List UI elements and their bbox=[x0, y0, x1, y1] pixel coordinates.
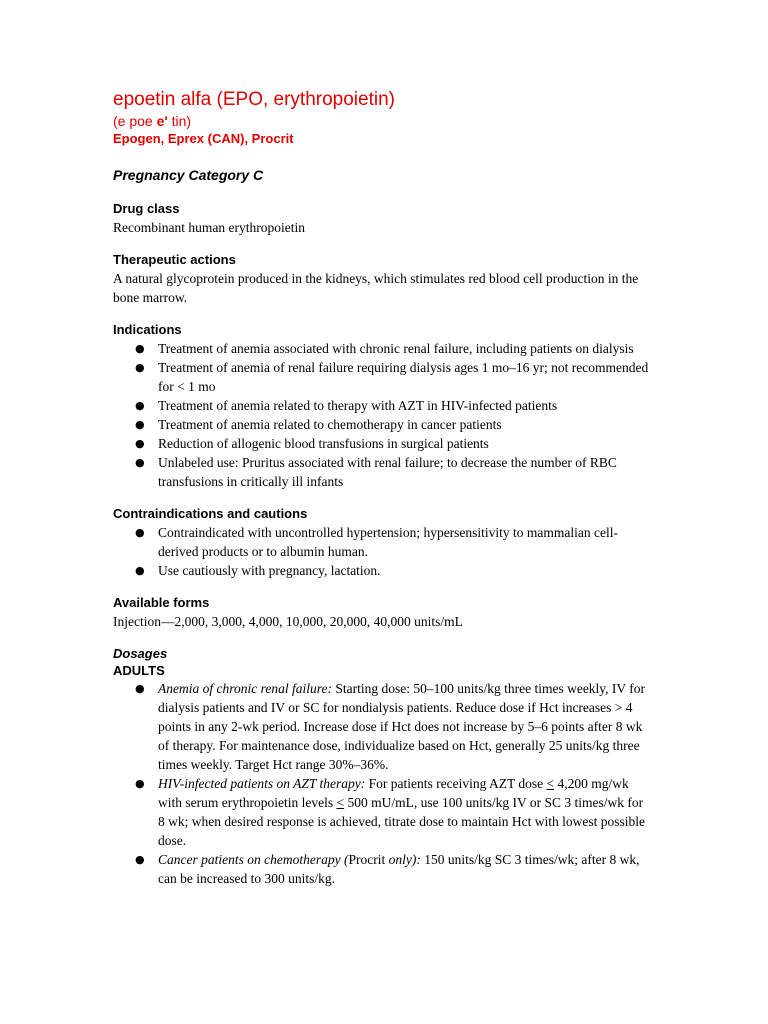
therapeutic-section bbox=[113, 251, 653, 307]
list-item bbox=[135, 339, 653, 358]
brand-names: Epogen, Eprex (CAN), Procrit bbox=[113, 131, 294, 146]
item-text: Treatment of anemia related to therapy with AZT in HIV-infected patients bbox=[158, 398, 558, 413]
list-item bbox=[135, 850, 653, 888]
drug-class-section bbox=[113, 200, 653, 237]
dose-text: 150 units/kg SC 3 times/wk; after 8 wk, can be increased to 300 units/kg. bbox=[158, 852, 640, 886]
lte-symbol: < bbox=[546, 776, 555, 791]
adults-heading: ADULTS bbox=[113, 663, 165, 678]
therapeutic-text: A natural glycoprotein produced in the kidneys, which stimulates red blood cell production in the bone marrow. bbox=[113, 271, 639, 305]
bullet-icon: ● bbox=[135, 853, 145, 866]
contraindications-heading: Contraindications and cautions bbox=[113, 506, 308, 521]
item-text: Treatment of anemia associated with chronic renal failure, including patients on dialysis bbox=[158, 341, 634, 356]
bullet-icon: ● bbox=[135, 342, 145, 355]
item-text: Treatment of anemia of renal failure requiring dialysis ages 1 mo–16 yr; not recommended for < 1 mo bbox=[158, 360, 649, 394]
bullet-icon: ● bbox=[135, 437, 145, 450]
dose-label-brand: Procrit bbox=[348, 852, 386, 867]
dose-label: HIV-infected patients on AZT therapy: bbox=[158, 776, 366, 791]
list-item bbox=[135, 561, 653, 580]
bullet-icon: ● bbox=[135, 526, 145, 539]
lte-symbol: < bbox=[336, 795, 345, 810]
bullet-icon: ● bbox=[135, 682, 145, 695]
dose-text: 500 mU/mL, use 100 units/kg IV or SC 3 times/wk for 8 wk; when desired response is achieved, titrate dose to maintain Hct with lowest possible dose. bbox=[158, 795, 646, 848]
pronunciation bbox=[113, 112, 653, 130]
item-text: Unlabeled use: Pruritus associated with renal failure; to decrease the number of RBC transfusions in critically ill infants bbox=[158, 455, 617, 489]
bullet-icon: ● bbox=[135, 456, 145, 469]
list-item bbox=[135, 396, 653, 415]
dose-label: Anemia of chronic renal failure: bbox=[158, 681, 332, 696]
drug-title: epoetin alfa (EPO, erythropoietin) bbox=[113, 89, 395, 110]
bullet-icon: ● bbox=[135, 361, 145, 374]
dose-label: only): bbox=[385, 852, 421, 867]
therapeutic-heading: Therapeutic actions bbox=[113, 252, 236, 267]
list-item bbox=[135, 679, 653, 774]
dosages-list bbox=[113, 679, 653, 888]
indications-section bbox=[113, 321, 653, 491]
list-item bbox=[135, 415, 653, 434]
item-text: Use cautiously with pregnancy, lactation. bbox=[158, 563, 381, 578]
pron-stress: e' bbox=[156, 113, 168, 129]
dose-text: Starting dose: 50–100 units/kg three times weekly, IV for dialysis patients and IV or SC for nondialysis patients. Reduce dose if Hct increases > 4 points in any 2-wk period. Increase dose if Hct does not increase by 5–6 points after 8 wk of therapy. For maintenance dose, individualize based on Hct, generally 25 units/kg three times weekly. Target Hct range 30%–36%. bbox=[158, 681, 646, 772]
pron-pre: (e poe bbox=[113, 113, 157, 129]
item-text: Reduction of allogenic blood transfusions in surgical patients bbox=[158, 436, 489, 451]
dose-text: 4,200 mg/wk with serum erythropoietin levels bbox=[158, 776, 629, 810]
indications-heading: Indications bbox=[113, 322, 182, 337]
pron-post: tin) bbox=[167, 113, 192, 129]
list-item bbox=[135, 523, 653, 561]
bullet-icon: ● bbox=[135, 399, 145, 412]
document-page bbox=[113, 88, 653, 888]
dose-text: For patients receiving AZT dose bbox=[365, 776, 547, 791]
drug-class-text: Recombinant human erythropoietin bbox=[113, 220, 305, 235]
dosages-section bbox=[113, 645, 653, 888]
bullet-icon: ● bbox=[135, 564, 145, 577]
list-item bbox=[135, 434, 653, 453]
item-text: Contraindicated with uncontrolled hypertension; hypersensitivity to mammalian cell-derived products or to albumin human. bbox=[158, 525, 619, 559]
bullet-icon: ● bbox=[135, 418, 145, 431]
drug-class-heading: Drug class bbox=[113, 201, 180, 216]
pregnancy-category: Pregnancy Category C bbox=[113, 167, 264, 183]
item-text: Treatment of anemia related to chemotherapy in cancer patients bbox=[158, 417, 502, 432]
forms-text: Injection—2,000, 3,000, 4,000, 10,000, 20,000, 40,000 units/mL bbox=[113, 614, 463, 629]
contraindications-section bbox=[113, 505, 653, 580]
indications-list bbox=[113, 339, 653, 491]
list-item bbox=[135, 358, 653, 396]
dosages-heading: Dosages bbox=[113, 646, 168, 661]
contraindications-list bbox=[113, 523, 653, 580]
list-item bbox=[135, 774, 653, 850]
forms-heading: Available forms bbox=[113, 595, 210, 610]
list-item bbox=[135, 453, 653, 491]
forms-section bbox=[113, 594, 653, 631]
bullet-icon: ● bbox=[135, 777, 145, 790]
dose-label: Cancer patients on chemotherapy ( bbox=[158, 852, 349, 867]
